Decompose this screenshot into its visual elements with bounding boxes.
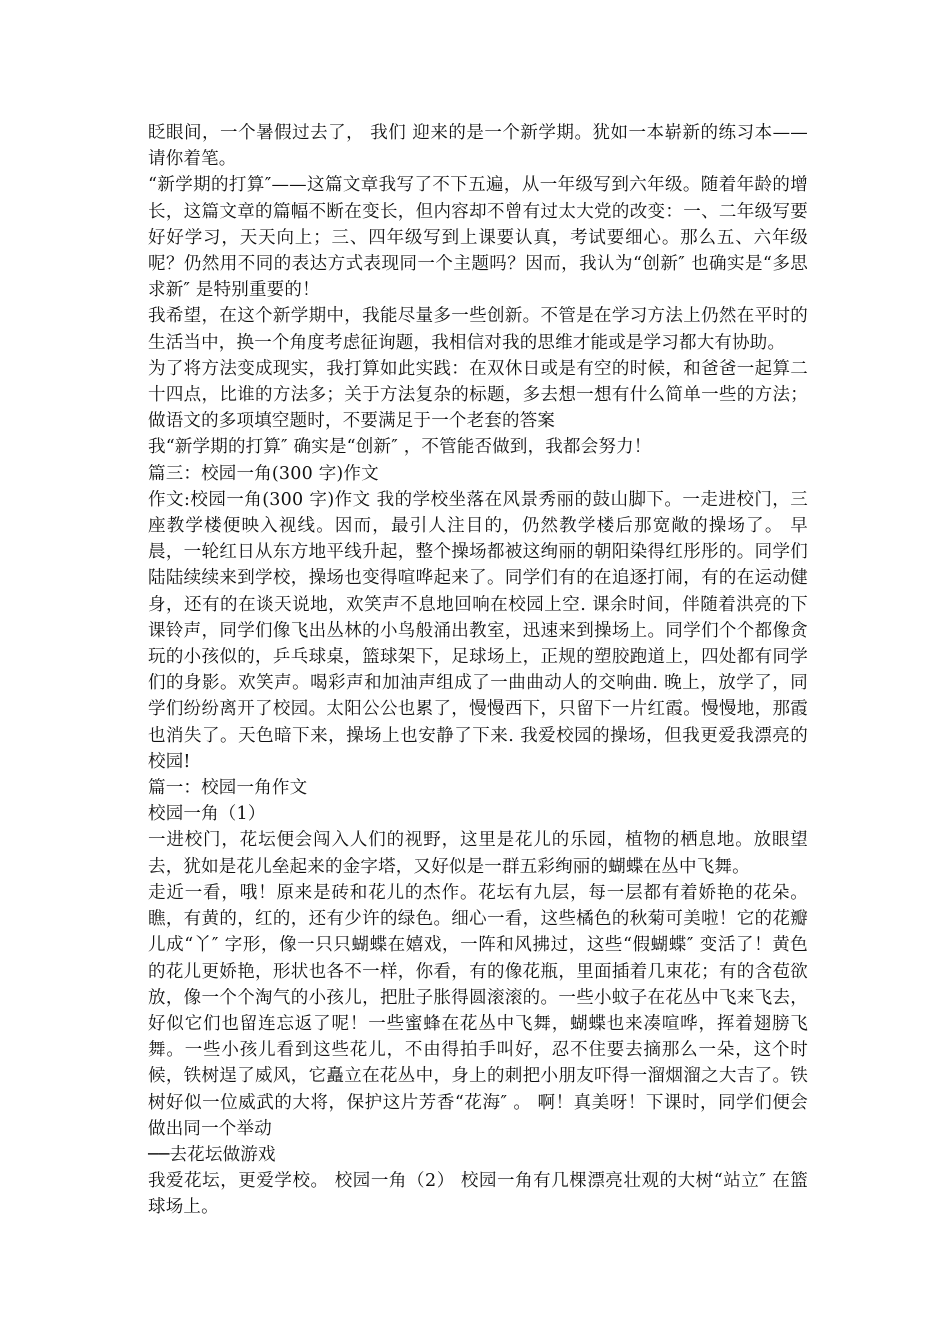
heading-part-one: 篇一：校园一角作文 bbox=[148, 778, 308, 799]
paragraph-new-term-plan: “新学期的打算″——这篇文章我写了不下五遍，从一年级写到六年级。随着年龄的增长，这篇文章的篇幅不断在变长，但内容却不曾有过太大党的改变：一、二年级写要好好学习，天天向上；三、四年级写到上课要认真，考试要细心。那么五、六年级呢？仍然用不同的表达方式表现同一个主题吗？因而，我认为“创新″ 也确实是“多思求新″ 是特别重要的！ bbox=[148, 175, 808, 301]
document-page bbox=[148, 120, 808, 1221]
paragraph-campus-playground: 作文:校园一角(300 字)作文 我的学校坐落在风景秀丽的鼓山脚下。一走进校门，三座教学楼便映入视线。因而，最引人注目的，仍然教学楼后那宽敞的操场了。 早晨，一轮红日从东方地平线升起，整个操场都被这绚丽的朝阳染得红彤彤的。同学们陆陆续续来到学校，操场也变得喧哗起来了。同学们有的在追逐打闹，有的在运动健身，还有的在谈天说地，欢笑声不息地回响在校园上空. 课余时间，伴随着洪亮的下课铃声，同学们像飞出丛林的小鸟般涌出教室，迅速来到操场上。同学们个个都像贪玩的小孩似的，乒乓球桌，篮球架下，足球场上，正规的塑胶跑道上，四处都有同学们的身影。欢笑声。喝彩声和加油声组成了一曲曲动人的交响曲. 晚上，放学了，同学们纷纷离开了校园。太阳公公也累了，慢慢西下，只留下一片红霞。慢慢地，那霞也消失了。天色暗下来，操场上也安静了下来. 我爱校园的操场，但我更爱我漂亮的校园! bbox=[148, 489, 808, 772]
paragraph-conclusion: 我“新学期的打算″ 确实是“创新″ ，不管能否做到，我都会努力！ bbox=[148, 437, 652, 458]
paragraph-opening: 眨眼间，一个暑假过去了， 我们 迎来的是一个新学期。犹如一本崭新的练习本——请你着笔。 bbox=[148, 123, 808, 170]
paragraph-hope: 我希望，在这个新学期中，我能尽量多一些创新。不管是在学习方法上仍然在平时的生活当中，换一个角度考虑征询题，我相信对我的思维才能或是学习都大有协助。 bbox=[148, 306, 808, 353]
paragraph-practice: 为了将方法变成现实，我打算如此实践：在双休日或是有空的时候，和爸爸一起算二十四点，比谁的方法多；关于方法复杂的标题，多去想一想有什么简单一些的方法；做语文的多项填空题时，不要满足于一个老套的答案 bbox=[148, 358, 808, 432]
paragraph-flowerbed-game: ──去花坛做游戏 bbox=[148, 1144, 276, 1165]
paragraph-closing: 我爱花坛，更爱学校。 校园一角（2） 校园一角有几棵漂亮壮观的大树“站立″ 在篮球场上。 bbox=[148, 1171, 808, 1218]
paragraph-flowerbed-intro: 一进校门，花坛便会闯入人们的视野，这里是花儿的乐园，植物的栖息地。放眼望去，犹如是花儿垒起来的金字塔，又好似是一群五彩绚丽的蝴蝶在丛中飞舞。 bbox=[148, 830, 808, 877]
paragraph-flowerbed-detail: 走近一看，哦！原来是砖和花儿的杰作。花坛有九层，每一层都有着娇艳的花朵。瞧，有黄的，红的，还有少许的绿色。细心一看，这些橘色的秋菊可美啦！它的花瓣儿成“丫″ 字形，像一只只蝴蝶在嬉戏，一阵和风拂过，这些“假蝴蝶″ 变活了！黄色的花儿更娇艳，形状也各不一样，你看，有的像花瓶，里面插着几束花；有的含苞欲放，像一个个淘气的小孩儿，把肚子胀得圆滚滚的。一些小蚊子在花丛中飞来飞去，好似它们也留连忘返了呢！一些蜜蜂在花丛中飞舞，蝴蝶也来凑喧哗，挥着翅膀飞舞。一些小孩儿看到这些花儿，不由得拍手叫好，忍不住要去摘那么一朵，这个时候，铁树逞了威风，它矗立在花丛中，身上的刺把小朋友吓得一溜烟溜之大吉了。铁树好似一位威武的大将，保护这片芳香“花海″ 。 啊！真美呀！下课时，同学们便会做出同一个举动 bbox=[148, 882, 808, 1139]
heading-part-three: 篇三：校园一角(300 字)作文 bbox=[148, 463, 379, 484]
heading-campus-corner-1: 校园一角（1） bbox=[148, 804, 266, 825]
